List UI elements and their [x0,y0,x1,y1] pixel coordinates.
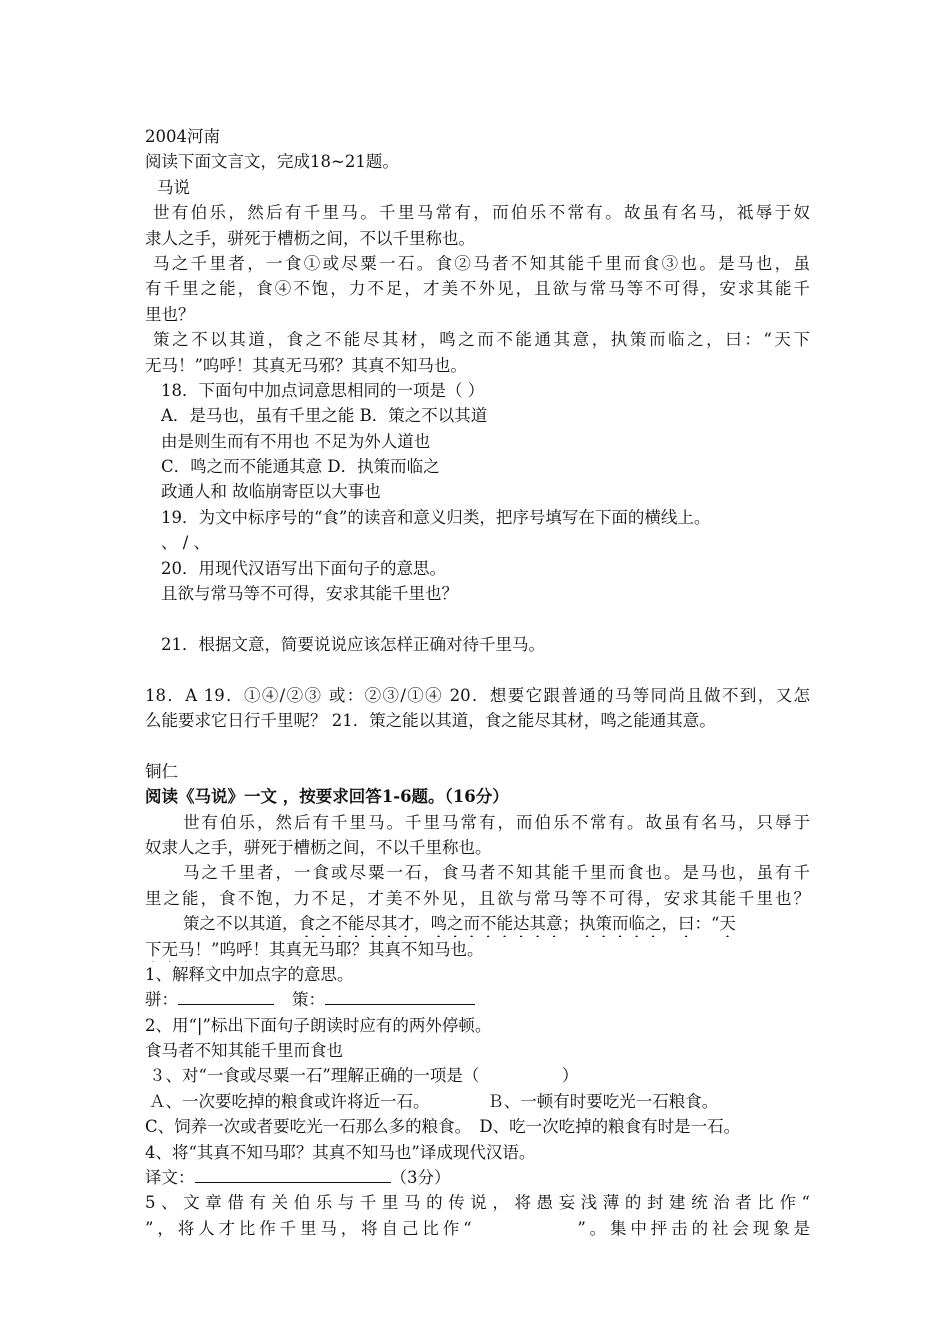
dotted-passage-text: 食之不能尽其才，鸣之而不能达其意；执策而临之，曰：“天 [298,914,736,934]
question-3: ３、对“一食或尽粟一石”理解正确的一项是（ ） [149,1066,579,1086]
question-1: 1、解释文中加点字的意思。 [145,964,354,984]
passage-paragraph-line [145,911,810,936]
answer-key-line: 18．A 19．①④/②③ 或：②③/①④ 20．想要它跟普通的马等同尚且做不到，又怎 [145,685,810,705]
question-18-options-cd: C．鸣之而不能通其意 D．执策而临之 [161,457,440,477]
word-label-pian: 骈： [145,990,178,1010]
passage-paragraph-line: 无马！”呜呼！其真无马邪？其真不知马也。 [145,355,467,375]
question-3-options-cd: C、饲养一次或者要吃光一石那么多的粮食。 D、吃一次吃掉的粮食有时是一石。 [145,1117,741,1137]
passage-paragraph-line: 策之不以其道，食之不能尽其材，鸣之而不能通其意，执策而临之，曰：“天下 [153,330,810,350]
translation-blank[interactable] [195,1165,391,1183]
question-19-blank: 、 / 、 [161,533,211,553]
source-line: 2004河南 [145,127,220,146]
passage-paragraph-line: 有千里之能，食④不饱，力不足，才美不外见，且欲与常马等不可得，安求其能千 [145,279,810,299]
question-1-blanks [145,987,810,1012]
question-20: 20．用现代汉语写出下面句子的意思。 [161,558,446,578]
instruction-line: 阅读《马说》一文 ，按要求回答1-6题。（16分） [145,787,509,807]
answer-key-line: 么能要求它日行千里呢？ 21．策之能以其道，食之能尽其材，鸣之能通其意。 [145,710,716,730]
passage-text: 呜呼！其真无马耶？其真不知马也。 [219,939,484,959]
passage-paragraph-line: 世有伯乐，然后有千里马。千里马常有，而伯乐不常有。故虽有名马，祗辱于奴 [153,203,810,223]
question-4-answer [145,1165,810,1190]
passage-paragraph-line: 里之能，食不饱，力不足，才美不外见，且欲与常马等不可得，安求其能千里也？ [145,888,810,908]
question-18: 18．下面句中加点词意思相同的一项是（ ） [161,380,485,400]
question-20-sentence: 且欲与常马等不可得，安求其能千里也？ [161,584,458,604]
question-2: 2、用“|”标出下面句子朗读时应有的两外停顿。 [145,1015,492,1035]
question-4: 4、将“其真不知马耶？其真不知马也”译成现代汉语。 [145,1142,536,1162]
translation-label: 译文： [145,1168,195,1188]
question-5-line: 5、文章借有关伯乐与千里马的传说，将愚妄浅薄的封建统治者比作“ [145,1193,810,1213]
answer-blank[interactable] [178,987,274,1005]
passage-paragraph-line: 隶人之手，骈死于槽枥之间，不以千里称也。 [145,228,475,248]
passage-paragraph-line: 里也？ [145,304,195,324]
passage-paragraph-line: 世有伯乐，然后有千里马。千里马常有，而伯乐不常有。故虽有名马，只辱于 [183,812,810,832]
spacer [145,606,810,631]
word-label-ce: 策： [292,990,325,1010]
question-3-options-ab: Ａ、一次要吃掉的粮食或许将近一石。 Ｂ、一顿有时要吃光一石粮食。 [149,1091,719,1111]
dotted-passage-text: 下无马！” [145,939,220,959]
passage-paragraph-line: 马之千里者，一食或尽粟一石，食马者不知其能千里而食也。是马也，虽有千 [183,863,810,883]
spacer [145,657,810,682]
passage-paragraph-line: 奴隶人之手，骈死于槽枥之间，不以千里称也。 [145,837,492,857]
passage-text: 策之不以其道， [183,914,299,934]
question-18-options-ab: A．是马也，虽有千里之能 B．策之不以其道 [161,406,488,426]
spacer [145,733,810,758]
question-21: 21．根据文意，简要说说应该怎样正确对待千里马。 [161,634,545,654]
question-18-options-cd-sub: 政通人和 故临崩寄臣以大事也 [161,482,381,502]
answer-blank[interactable] [325,987,475,1005]
document-page [145,124,810,1241]
passage-paragraph-line: 马之千里者，一食①或尽粟一石。食②马者不知其能千里而食③也。是马也，虽 [153,253,810,273]
instruction-line: 阅读下面文言文，完成18~21题。 [145,152,399,172]
passage-title: 马说 [157,177,190,197]
question-5-line: ”，将人才比作千里马，将自己比作“ ”。集中抨击的社会现象是 [145,1218,810,1238]
passage-paragraph-line [145,937,810,962]
question-18-options-ab-sub: 由是则生而有不用也 不足为外人道也 [161,431,431,451]
source-line: 铜仁 [145,761,178,781]
question-19: 19．为文中标序号的“食”的读音和意义归类，把序号填写在下面的横线上。 [161,507,711,527]
score-label: （3分） [390,1168,451,1188]
question-2-sentence: 食马者不知其能千里而食也 [145,1041,343,1061]
